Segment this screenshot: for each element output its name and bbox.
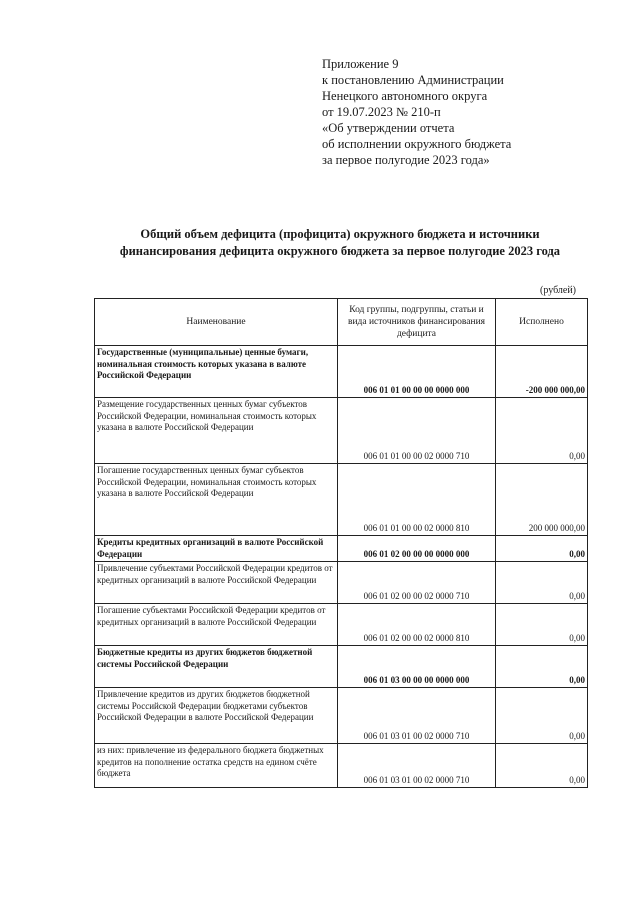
row-name: Кредиты кредитных организаций в валюте Российской Федерации: [95, 536, 338, 562]
appendix-line: за первое полугодие 2023 года»: [322, 153, 490, 167]
row-amount: 200 000 000,00: [496, 464, 588, 536]
row-code: 006 01 02 00 00 00 0000 000: [338, 536, 496, 562]
table-row: [95, 346, 588, 398]
row-code: 006 01 03 00 00 00 0000 000: [338, 646, 496, 688]
row-code: 006 01 02 00 00 02 0000 710: [338, 562, 496, 604]
row-name: из них: привлечение из федерального бюджета бюджетных кредитов на пополнение остатка средств на едином счёте бюджета: [95, 744, 338, 788]
appendix-line: от 19.07.2023 № 210-п: [322, 105, 441, 119]
unit-label: (рублей): [540, 285, 577, 296]
row-name: Погашение субъектами Российской Федерации кредитов от кредитных организаций в валюте Российской Федерации: [95, 604, 338, 646]
row-amount: -200 000 000,00: [496, 346, 588, 398]
table-row: [95, 604, 588, 646]
appendix-line: об исполнении окружного бюджета: [322, 137, 512, 151]
deficit-financing-table: [94, 298, 588, 788]
row-amount: 0,00: [496, 646, 588, 688]
table-row: [95, 646, 588, 688]
table-header-row: [95, 299, 588, 346]
row-amount: 0,00: [496, 744, 588, 788]
row-code: 006 01 03 01 00 02 0000 710: [338, 688, 496, 744]
header-name: Наименование: [95, 299, 338, 346]
row-code: 006 01 03 01 00 02 0000 710: [338, 744, 496, 788]
table-row: [95, 398, 588, 464]
header-code: Код группы, подгруппы, статьи и вида источников финансирования дефицита: [338, 299, 496, 346]
row-name: Государственные (муниципальные) ценные бумаги, номинальная стоимость которых указана в валюте Российской Федерации: [95, 346, 338, 398]
appendix-line: Ненецкого автономного округа: [322, 89, 488, 103]
table-row: [95, 688, 588, 744]
row-amount: 0,00: [496, 688, 588, 744]
row-name: Бюджетные кредиты из других бюджетов бюджетной системы Российской Федерации: [95, 646, 338, 688]
row-name: Размещение государственных ценных бумаг субъектов Российской Федерации, номинальная стоимость которых указана в валюте Российской Федерации: [95, 398, 338, 464]
table-row: [95, 744, 588, 788]
row-name: Привлечение субъектами Российской Федерации кредитов от кредитных организаций в валюте Российской Федерации: [95, 562, 338, 604]
row-name: Погашение государственных ценных бумаг субъектов Российской Федерации, номинальная стоимость которых указана в валюте Российской Федерации: [95, 464, 338, 536]
row-code: 006 01 01 00 00 00 0000 000: [338, 346, 496, 398]
row-amount: 0,00: [496, 398, 588, 464]
row-amount: 0,00: [496, 562, 588, 604]
table-row: [95, 562, 588, 604]
row-code: 006 01 02 00 00 02 0000 810: [338, 604, 496, 646]
title-line-2: финансирования дефицита окружного бюджета за первое полугодие 2023 года: [119, 244, 561, 258]
row-name: Привлечение кредитов из других бюджетов бюджетной системы Российской Федерации бюджетами субъектов Российской Федерации в валюте Российской Федерации: [95, 688, 338, 744]
table-row: [95, 464, 588, 536]
row-amount: 0,00: [496, 536, 588, 562]
appendix-line: к постановлению Администрации: [322, 73, 504, 87]
appendix-line: «Об утверждении отчета: [322, 121, 455, 135]
title-line-1: Общий объем дефицита (профицита) окружного бюджета и источники: [140, 227, 540, 241]
row-code: 006 01 01 00 00 02 0000 710: [338, 398, 496, 464]
row-code: 006 01 01 00 00 02 0000 810: [338, 464, 496, 536]
document-title: [60, 226, 620, 260]
appendix-line: Приложение 9: [322, 57, 399, 71]
table-row: [95, 536, 588, 562]
header-amount: Исполнено: [496, 299, 588, 346]
row-amount: 0,00: [496, 604, 588, 646]
appendix-block: [322, 56, 622, 168]
